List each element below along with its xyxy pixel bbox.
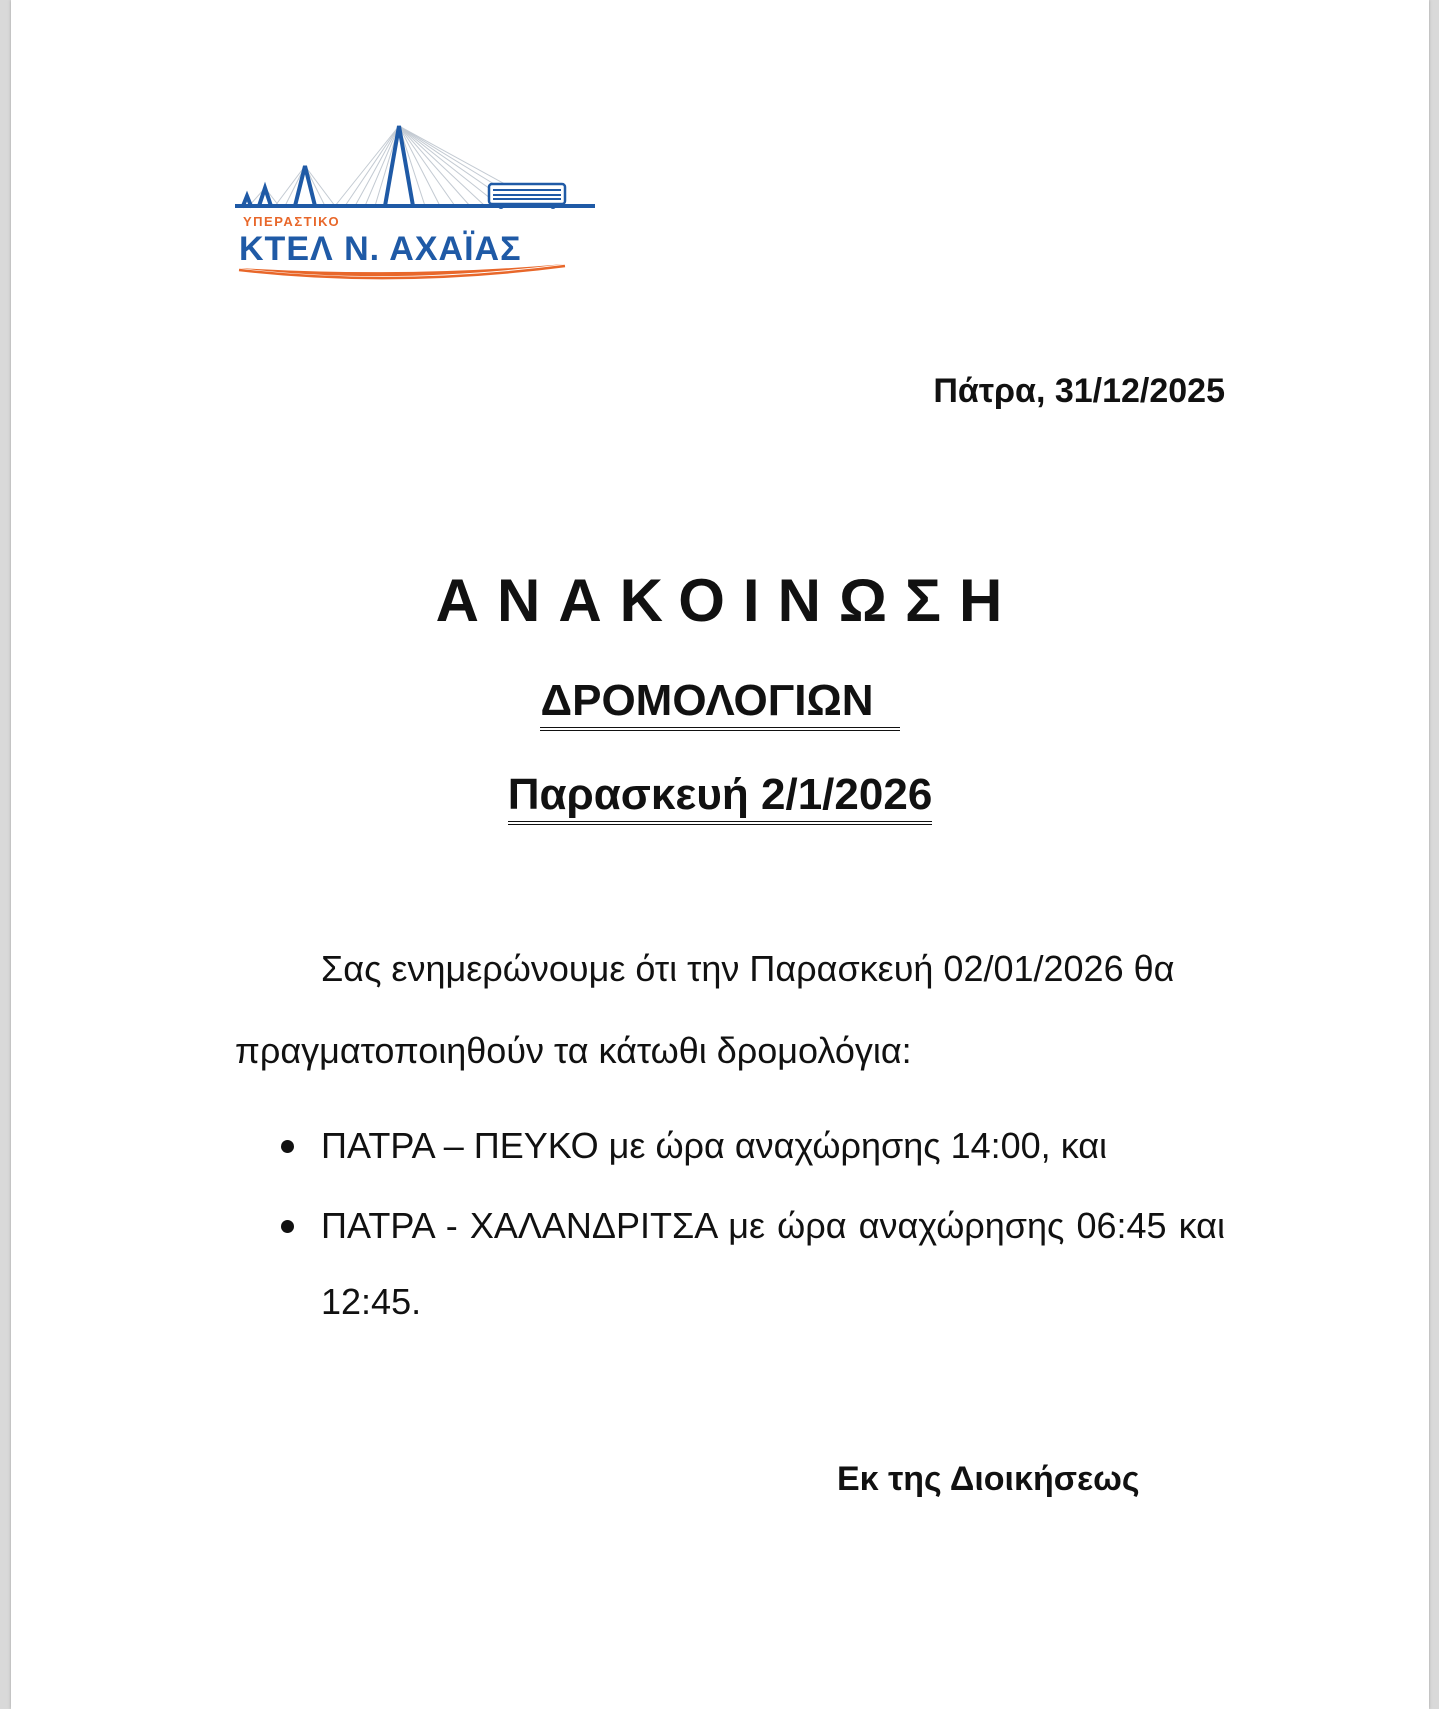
bridge-bus-logo-icon (235, 118, 605, 288)
logo-main-text: ΚΤΕΛ Ν. ΑΧΑΪΑΣ (239, 230, 522, 268)
route-text: ΠΑΤΡΑ - ΧΑΛΑΝΔΡΙΤΣΑ με ώρα αναχώρησης 06:45 και 12:45. (321, 1205, 1225, 1322)
routes-list (235, 1108, 1225, 1344)
document-page (11, 0, 1429, 1709)
logo-small-text: ΥΠΕΡΑΣΤΙΚΟ (243, 214, 341, 229)
intro-paragraph-text: Σας ενημερώνουμε ότι την Παρασκευή 02/01/2026 θα πραγματοποιηθούν τα κάτωθι δρομολόγια: (235, 948, 1175, 1071)
subtitle-date-text: Παρασκευή 2/1/2026 (508, 771, 933, 825)
bullet-icon (281, 1140, 294, 1153)
subtitle-schedules-text: ΔΡΟΜΟΛΟΓΙΩΝ (540, 677, 899, 731)
list-item (235, 1108, 1225, 1184)
announcement-title: ΑΝΑΚΟΙΝΩΣΗ (435, 567, 1021, 634)
bullet-icon (281, 1220, 294, 1233)
document-date: Πάτρα, 31/12/2025 (933, 372, 1225, 410)
list-item (235, 1188, 1225, 1340)
subtitle-schedules (11, 676, 1429, 731)
signature: Εκ της Διοικήσεως (837, 1460, 1140, 1498)
route-text: ΠΑΤΡΑ – ΠΕΥΚΟ με ώρα αναχώρησης 14:00, και (321, 1125, 1108, 1166)
intro-paragraph (235, 928, 1225, 1092)
ktel-logo (235, 118, 605, 288)
subtitle-date (11, 770, 1429, 825)
